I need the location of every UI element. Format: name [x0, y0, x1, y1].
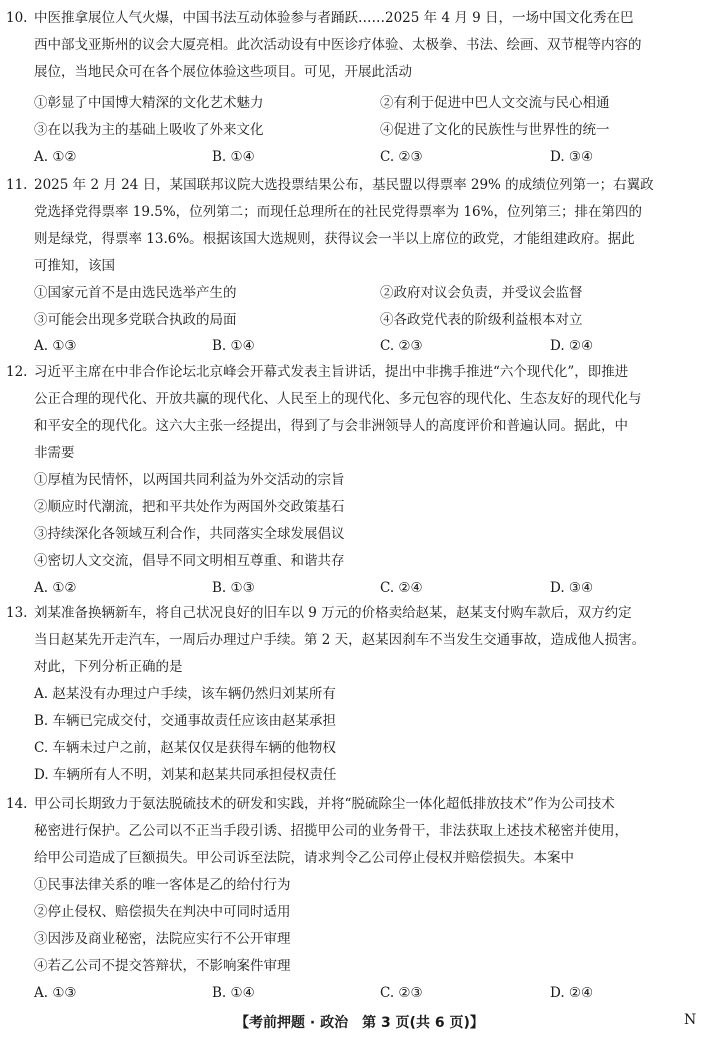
question-number: 12. — [6, 364, 28, 380]
item-2: ②停止侵权、赔偿损失在判决中可同时适用 — [34, 904, 291, 920]
stem-line: 可推知，该国 — [34, 258, 115, 274]
stem-line: 则是绿党，得票率 13.6%。根据该国大选规则，获得议会一半以上席位的政党，才能组建政府。据此 — [34, 231, 635, 247]
choice-b[interactable]: B. 车辆已完成交付，交通事故责任应该由赵某承担 — [34, 713, 337, 729]
choice-d[interactable]: D. ③④ — [550, 580, 594, 596]
stem-line: 党选择党得票率 19.5%，位列第二；而现任总理所在的社民党得票率为 16%，位列第三；排在第四的 — [34, 204, 642, 220]
item-3: ③持续深化各领域互利合作，共同落实全球发展倡议 — [34, 526, 345, 542]
choice-c[interactable]: C. ②③ — [380, 985, 423, 1001]
stem-line: 对此，下列分析正确的是 — [34, 659, 183, 675]
question-number: 10. — [6, 10, 28, 26]
choice-a[interactable]: A. ①③ — [34, 985, 77, 1001]
choice-a[interactable]: A. ①② — [34, 149, 77, 165]
stem-line: 当日赵某先开走汽车，一周后办理过户手续。第 2 天，赵某因刹车不当发生交通事故，造成他人损害。 — [34, 632, 646, 648]
question-number: 11. — [6, 177, 28, 193]
question-number: 14. — [6, 796, 28, 812]
stem-line: 和平安全的现代化。这六大主张一经提出，得到了与会非洲领导人的高度评价和普遍认同。据此，中 — [34, 418, 628, 434]
choice-d[interactable]: D. ②④ — [550, 985, 594, 1001]
item-1: ①国家元首不是由选民选举产生的 — [34, 285, 237, 301]
choice-d[interactable]: D. ②④ — [550, 338, 594, 354]
choice-a[interactable]: A. 赵某没有办理过户手续，该车辆仍然归刘某所有 — [34, 686, 336, 702]
page-footer-label: 【考前押题 · 政治 第 3 页(共 6 页)】 — [235, 1015, 484, 1031]
choice-a[interactable]: A. ①② — [34, 580, 77, 596]
choice-d[interactable]: D. ③④ — [550, 149, 594, 165]
item-1: ①彰显了中国博大精深的文化艺术魅力 — [34, 95, 264, 111]
item-4: ④促进了文化的民族性与世界性的统一 — [380, 122, 610, 138]
stem-line: 展位，当地民众可在各个展位体验这些项目。可见，开展此活动 — [34, 64, 412, 80]
choice-c[interactable]: C. 车辆未过户之前，赵某仅仅是获得车辆的他物权 — [34, 740, 336, 756]
stem-line: 给甲公司造成了巨额损失。甲公司诉至法院，请求判令乙公司停止侵权并赔偿损失。本案中 — [34, 850, 574, 866]
page-footer — [0, 1012, 711, 1034]
item-3: ③可能会出现多党联合执政的局面 — [34, 312, 237, 328]
stem-line: 公正合理的现代化、开放共赢的现代化、人民至上的现代化、多元包容的现代化、生态友好的现代化与 — [34, 391, 642, 407]
choice-b[interactable]: B. ①④ — [212, 985, 255, 1001]
choice-c[interactable]: C. ②④ — [380, 580, 423, 596]
item-4: ④密切人文交流，倡导不同文明相互尊重、和谐共存 — [34, 553, 345, 569]
question-number: 13. — [6, 605, 28, 621]
item-2: ②政府对议会负责，并受议会监督 — [380, 285, 583, 301]
item-3: ③因涉及商业秘密，法院应实行不公开审理 — [34, 931, 291, 947]
stem-line: 2025 年 2 月 24 日，某国联邦议院大选投票结果公布，基民盟以得票率 29% 的成绩位列第一；右翼政 — [34, 177, 654, 193]
choice-a[interactable]: A. ①③ — [34, 338, 77, 354]
stem-line: 西中部戈亚斯州的议会大厦亮相。此次活动设有中医诊疗体验、太极拳、书法、绘画、双节棍等内容的 — [34, 37, 642, 53]
choice-c[interactable]: C. ②③ — [380, 149, 423, 165]
version-letter: N — [684, 1012, 697, 1028]
stem-line: 非需要 — [34, 445, 75, 461]
stem-line: 刘某准备换辆新车，将自己状况良好的旧车以 9 万元的价格卖给赵某，赵某支付购车款后，双方约定 — [34, 605, 632, 621]
choice-c[interactable]: C. ②③ — [380, 338, 423, 354]
item-2: ②顺应时代潮流，把和平共处作为两国外交政策基石 — [34, 499, 345, 515]
stem-line: 中医推拿展位人气火爆，中国书法互动体验参与者踊跃……2025 年 4 月 9 日，一场中国文化秀在巴 — [34, 10, 634, 26]
stem-line: 甲公司长期致力于氨法脱硫技术的研发和实践，并将“脱硫除尘一体化超低排放技术”作为公司技术 — [34, 796, 615, 812]
item-1: ①厚植为民情怀，以两国共同利益为外交活动的宗旨 — [34, 472, 345, 488]
choice-b[interactable]: B. ①④ — [212, 149, 255, 165]
item-1: ①民事法律关系的唯一客体是乙的给付行为 — [34, 877, 291, 893]
item-2: ②有利于促进中巴人文交流与民心相通 — [380, 95, 610, 111]
stem-line: 习近平主席在中非合作论坛北京峰会开幕式发表主旨讲话，提出中非携手推进“六个现代化”，即推进 — [34, 364, 629, 380]
choice-b[interactable]: B. ①④ — [212, 338, 255, 354]
item-4: ④各政党代表的阶级利益根本对立 — [380, 312, 583, 328]
item-4: ④若乙公司不提交答辩状，不影响案件审理 — [34, 958, 291, 974]
item-3: ③在以我为主的基础上吸收了外来文化 — [34, 122, 264, 138]
stem-line: 秘密进行保护。乙公司以不正当手段引诱、招揽甲公司的业务骨干，非法获取上述技术秘密并使用， — [34, 823, 628, 839]
choice-b[interactable]: B. ①③ — [212, 580, 255, 596]
choice-d[interactable]: D. 车辆所有人不明，刘某和赵某共同承担侵权责任 — [34, 767, 337, 783]
